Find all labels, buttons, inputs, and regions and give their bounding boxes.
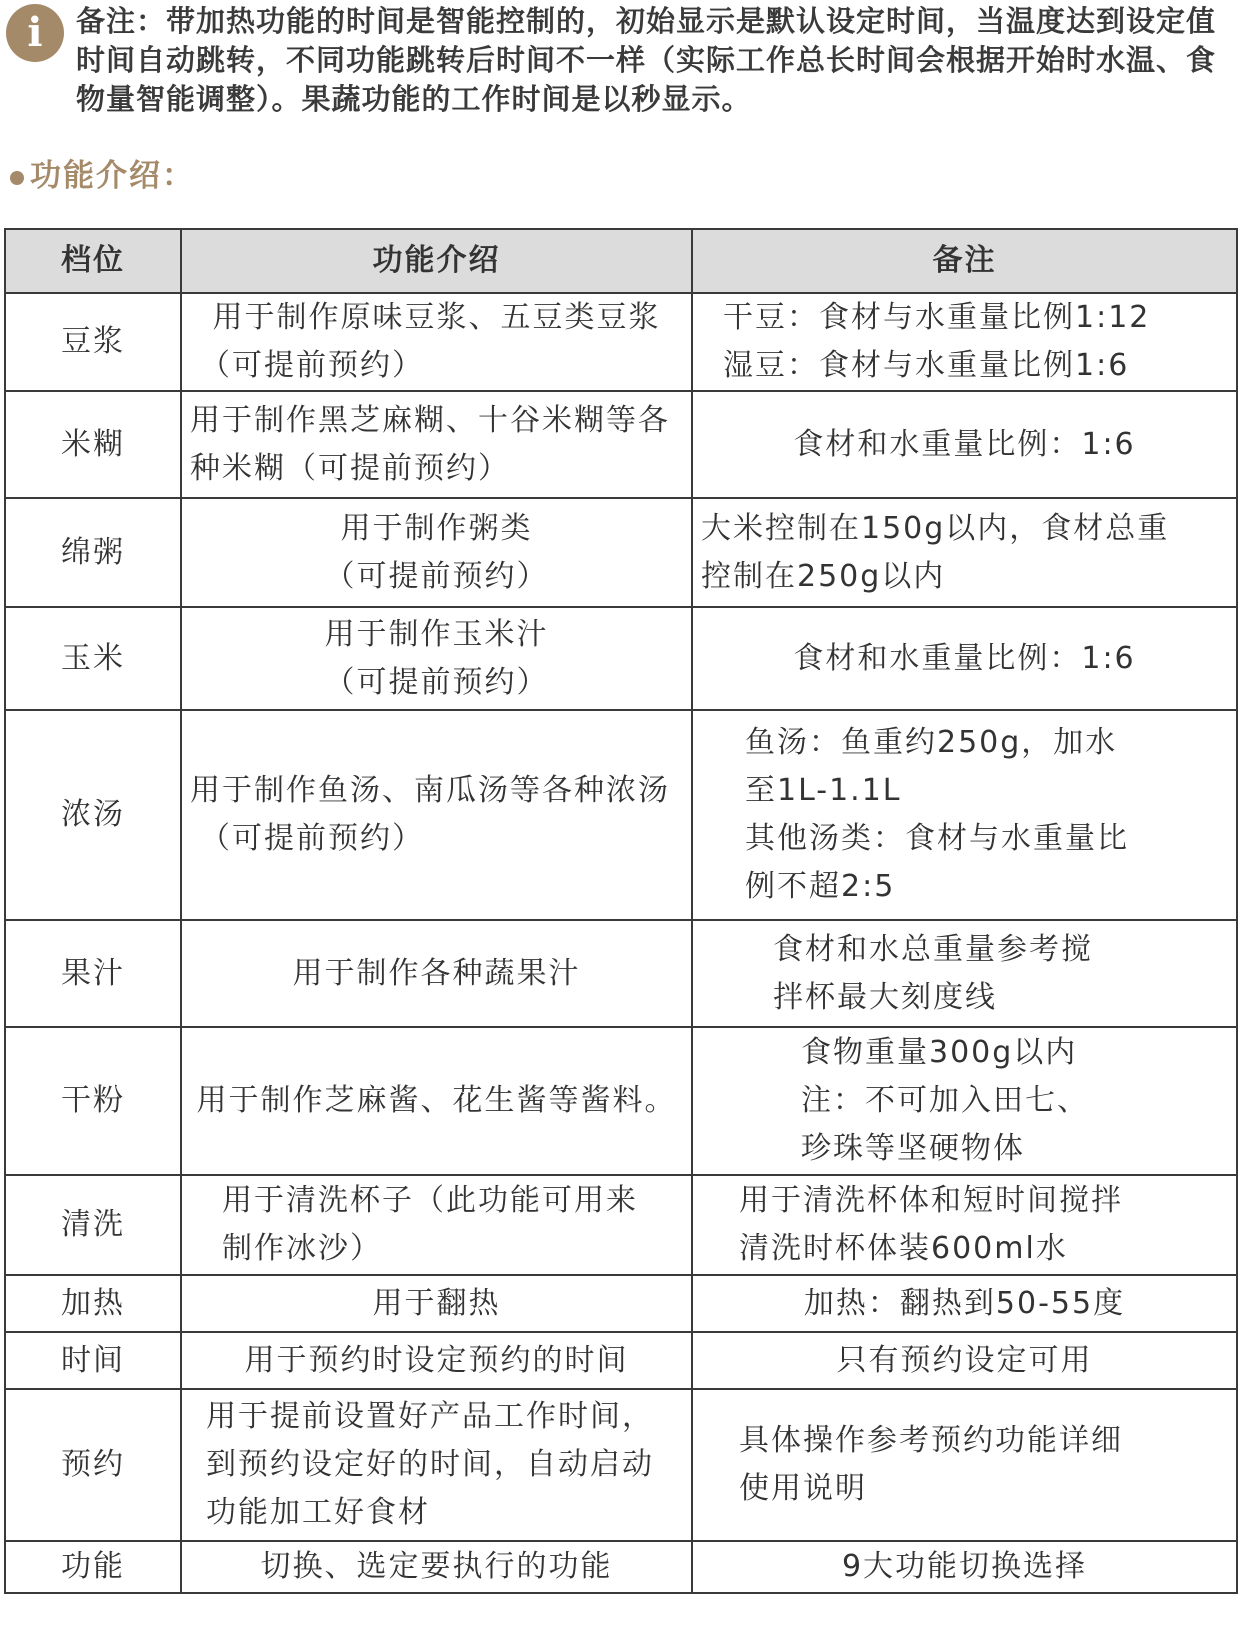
function-cell bbox=[181, 293, 692, 391]
function-line: 切换、选定要执行的功能 bbox=[260, 1549, 613, 1584]
note-line: 食材和水总重量参考搅 bbox=[773, 931, 1093, 967]
header-note: 备注 bbox=[692, 229, 1237, 293]
function-line: 用于制作各种蔬果汁 bbox=[292, 955, 581, 991]
function-line: （可提前预约） bbox=[200, 821, 424, 856]
note-line: 食材和水重量比例：1:6 bbox=[793, 640, 1136, 676]
mode-cell: 米糊 bbox=[5, 391, 181, 498]
note-line: 干豆：食材与水重量比例1:12 bbox=[723, 300, 1151, 335]
note-line: 食物重量300g以内 bbox=[801, 1035, 1078, 1070]
function-cell bbox=[181, 710, 692, 920]
mode-cell: 豆浆 bbox=[5, 293, 181, 391]
note-block bbox=[0, 0, 1245, 120]
table-row bbox=[5, 1541, 1237, 1593]
mode-cell: 浓汤 bbox=[5, 710, 181, 920]
mode-cell: 玉米 bbox=[5, 607, 181, 710]
header-mode: 档位 bbox=[5, 229, 181, 293]
table-row bbox=[5, 1275, 1237, 1332]
mode-cell: 果汁 bbox=[5, 920, 181, 1027]
note-cell bbox=[692, 293, 1237, 391]
note-line: 9大功能切换选择 bbox=[841, 1549, 1088, 1584]
note-line: 食材和水重量比例：1:6 bbox=[793, 426, 1136, 462]
section-title bbox=[10, 150, 195, 195]
mode-cell: 干粉 bbox=[5, 1027, 181, 1175]
note-cell bbox=[692, 1541, 1237, 1593]
function-cell bbox=[181, 607, 692, 710]
note-line: 大米控制在150g以内，食材总重 bbox=[701, 510, 1170, 546]
table-row bbox=[5, 1389, 1237, 1541]
note-cell bbox=[692, 920, 1237, 1027]
note-line: 至1L-1.1L bbox=[745, 773, 902, 808]
note-line: 注：不可加入田七、 bbox=[801, 1083, 1089, 1118]
function-line: （可提前预约） bbox=[200, 348, 424, 383]
note-line: 清洗时杯体装600ml水 bbox=[739, 1231, 1068, 1266]
function-cell bbox=[181, 920, 692, 1027]
function-cell bbox=[181, 1332, 692, 1389]
mode-cell: 功能 bbox=[5, 1541, 181, 1593]
note-cell bbox=[692, 1275, 1237, 1332]
function-cell bbox=[181, 1275, 692, 1332]
table-header-row bbox=[5, 229, 1237, 293]
function-cell bbox=[181, 1027, 692, 1175]
function-line: 用于制作芝麻酱、花生酱等酱料。 bbox=[196, 1083, 677, 1118]
info-icon: i bbox=[6, 4, 64, 62]
function-line: 种米糊（可提前预约） bbox=[190, 450, 510, 486]
note-line: 湿豆：食材与水重量比例1:6 bbox=[723, 348, 1130, 383]
note-line: 只有预约设定可用 bbox=[836, 1342, 1093, 1378]
note-cell bbox=[692, 1027, 1237, 1175]
table-row bbox=[5, 920, 1237, 1027]
note-cell bbox=[692, 391, 1237, 498]
note-line: 控制在250g以内 bbox=[701, 558, 946, 594]
note-line: 用于清洗杯体和短时间搅拌 bbox=[739, 1183, 1123, 1218]
mode-cell: 时间 bbox=[5, 1332, 181, 1389]
table-row bbox=[5, 1332, 1237, 1389]
table-row bbox=[5, 391, 1237, 498]
table-row bbox=[5, 1175, 1237, 1275]
function-line: 用于翻热 bbox=[372, 1285, 501, 1321]
function-line: 用于制作原味豆浆、五豆类豆浆 bbox=[212, 300, 661, 335]
function-line: 制作冰沙） bbox=[222, 1231, 382, 1266]
bullet-dot-icon bbox=[10, 171, 24, 185]
function-line: （可提前预约） bbox=[324, 558, 549, 594]
mode-cell: 预约 bbox=[5, 1389, 181, 1541]
note-line: 珍珠等坚硬物体 bbox=[801, 1131, 1025, 1166]
note-line: 加热：翻热到50-55度 bbox=[803, 1285, 1126, 1321]
function-line: 用于提前设置好产品工作时间， bbox=[206, 1399, 654, 1434]
note-cell bbox=[692, 1389, 1237, 1541]
function-cell bbox=[181, 1175, 692, 1275]
function-line: 用于制作黑芝麻糊、十谷米糊等各 bbox=[190, 402, 670, 438]
header-function: 功能介绍 bbox=[181, 229, 692, 293]
function-line: 用于制作玉米汁 bbox=[324, 616, 549, 652]
function-line: 用于制作粥类 bbox=[340, 510, 533, 546]
function-line: （可提前预约） bbox=[324, 664, 549, 700]
function-line: 功能加工好食材 bbox=[206, 1495, 430, 1530]
note-cell bbox=[692, 710, 1237, 920]
note-text: 备注：带加热功能的时间是智能控制的，初始显示是默认设定时间，当温度达到设定值时间自动跳转，不同功能跳转后时间不一样（实际工作总长时间会根据开始时水温、食物量智能调整）。果蔬功能的工作时间是以秒显示。 bbox=[76, 4, 1217, 116]
note-cell bbox=[692, 1332, 1237, 1389]
function-cell bbox=[181, 1389, 692, 1541]
function-cell bbox=[181, 498, 692, 607]
note-line: 拌杯最大刻度线 bbox=[773, 979, 997, 1015]
note-line: 鱼汤：鱼重约250g，加水 bbox=[745, 725, 1118, 760]
note-cell bbox=[692, 607, 1237, 710]
function-line: 到预约设定好的时间，自动启动 bbox=[206, 1447, 654, 1482]
function-cell bbox=[181, 391, 692, 498]
function-line: 用于预约时设定预约的时间 bbox=[244, 1342, 629, 1378]
mode-cell: 加热 bbox=[5, 1275, 181, 1332]
table-row bbox=[5, 1027, 1237, 1175]
function-line: 用于制作鱼汤、南瓜汤等各种浓汤 bbox=[190, 773, 670, 808]
note-line: 具体操作参考预约功能详细 bbox=[739, 1423, 1123, 1458]
table-row bbox=[5, 607, 1237, 710]
section-title-text: 功能介绍： bbox=[30, 158, 195, 194]
note-line: 例不超2:5 bbox=[745, 869, 896, 904]
mode-cell: 清洗 bbox=[5, 1175, 181, 1275]
note-line: 使用说明 bbox=[739, 1471, 867, 1506]
note-cell bbox=[692, 1175, 1237, 1275]
table-row bbox=[5, 710, 1237, 920]
note-line: 其他汤类：食材与水重量比 bbox=[745, 821, 1129, 856]
function-cell bbox=[181, 1541, 692, 1593]
function-line: 用于清洗杯子（此功能可用来 bbox=[222, 1183, 638, 1218]
table-row bbox=[5, 498, 1237, 607]
table-row bbox=[5, 293, 1237, 391]
mode-cell: 绵粥 bbox=[5, 498, 181, 607]
function-table bbox=[4, 228, 1238, 1594]
note-cell bbox=[692, 498, 1237, 607]
